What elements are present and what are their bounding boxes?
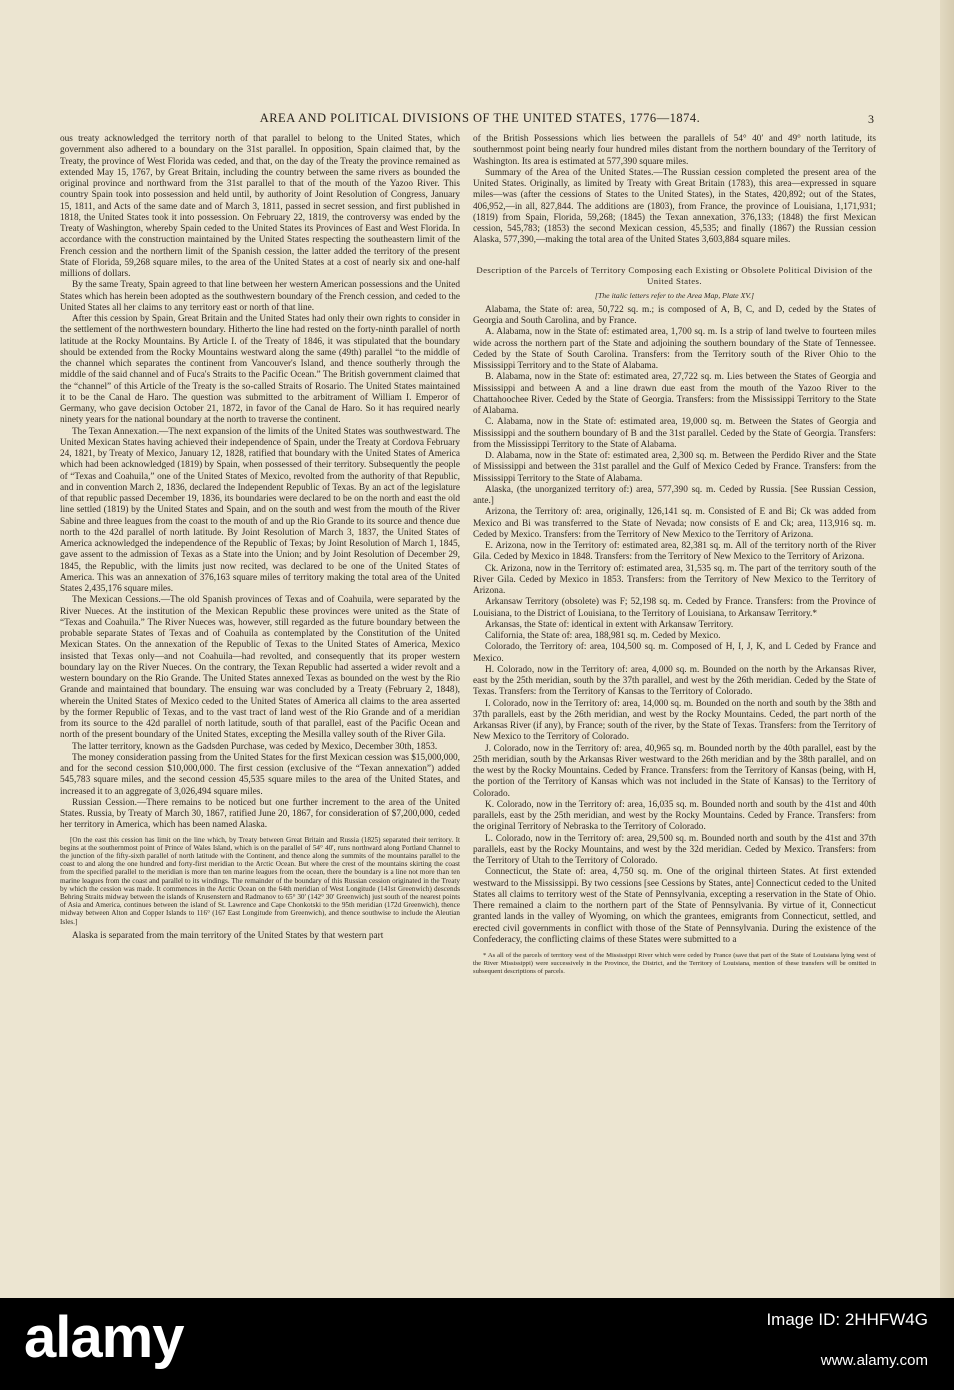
paragraph: ous treaty acknowledged the territory north of that parallel to belong to the United States, which government also adhered to a boundary on the 31st parallel. In opposition, Spain claimed that, by the Treaty, the province of West Florida was ceded, and that, on the day of the Treaty the province remained as extended May 15, 1767, by Great Britain, including the country between the same rivers as bounded the original province and northward from the 31st parallel to that of the mouth of the Yazoo River. This country Spain took into possession and held until, by authority of Joint Resolution of Congress, January 15, 1811, and Acts of the same date and of March 3, 1811, passed in secret session, and first published in 1818, the United States took it into possession. On February 22, 1819, the controversy was ended by the Treaty of Washington, whereby Spain ceded to the United States its Provinces of East and West Florida. In accordance with the construction maintained by the United States respecting the southeastern limit of the French cession and the northern limit of the Spanish cession, the latter added the territory of the present State of Florida, 59,268 square miles, to the area of the United States at a cost of nearly six and one-half millions of dollars. [60,134,460,279]
entry: Alabama, the State of: area, 50,722 sq. m.; is composed of A, B, C, and D, ceded by the States of Georgia and South Carolina, and by France. [473,304,876,326]
alamy-logo: alamy [24,1305,184,1370]
entry: H. Colorado, now in the Territory of: area, 4,000 sq. m. Bounded on the north by the Arkansas River, east by the 25th meridian, south by the 37th parallel, and west by the 26th meridian. Ceded by the State of Texas. Transfers: from the Territory of Kansas to the Territory of Colorado. [473,664,876,698]
paragraph: of the British Possessions which lies between the parallels of 54° 40′ and 49° north latitude, its southernmost point being nearly four hundred miles distant from the northern boundary of the Territory of Washington. Its area is estimated at 577,390 square miles. [473,134,876,167]
paragraph: By the same Treaty, Spain agreed to that line between her western American possessions and the United States which has herein been adopted as the southwestern boundary of the French cession, and ceded to the United States all her claims to any territory east or north of that line. [60,280,460,313]
entry: C. Alabama, now in the State of: estimated area, 19,000 sq. m. Between the States of Georgia and Mississippi and the southern boundary of B and the 31st parallel. Ceded by the State of Georgia. Transfers: from the Mississippi Territory to the State of Alabama. [473,417,876,450]
left-column [60,134,460,942]
entry: B. Alabama, now in the State of: estimated area, 27,722 sq. m. Lies between the States of Georgia and Mississippi and between A and a line drawn due east from the mouth of the Yazoo River to the Chattahoochee River. Ceded by the State of Georgia. Transfers: from the Mississippi Territory to the State of Alabama. [473,372,876,416]
paragraph: Alaska is separated from the main territory of the United States by that western part [72,930,384,941]
footnote: * As all of the parcels of territory west of the Mississippi River which were ceded by France (save that part of the State of Louisiana lying west of the River Mississippi) were successively in the Province, the District, and the Territory of Louisiana, mention of these transfers will be omitted in subsequent descriptions of parcels. [473,952,876,975]
entry: K. Colorado, now in the Territory of: area, 16,035 sq. m. Bounded north and south by the 41st and 40th parallels, east by the 25th meridian, and west by the Rocky Mountains. Ceded by France. Transfers: from the original Territory of Nebraska to the Territory of Colorado. [473,799,876,833]
paragraph: The money consideration passing from the United States for the first Mexican cession was $15,000,000, and for the second cession $10,000,000. The first cession (exclusive of the “Texan annexation”) added 545,783 square miles, and the second cession 45,535 square miles to the area of the United States, and increased it to an aggregate of 3,026,494 square miles. [60,752,460,797]
entry: I. Colorado, now in the Territory of: area, 14,000 sq. m. Bounded on the north and south by the 38th and 37th parallels, east by the 26th meridian, and west by the Rocky Mountains. Ceded, the part north of the Arkansas River (if any), by France; south of the river, by the State of Texas. Transfers: from the Territory of New Mexico to the Territory of Colorado. [473,698,876,743]
entry: A. Alabama, now in the State of: estimated area, 1,700 sq. m. Is a strip of land twelve to fourteen miles wide across the northern part of the State and adjoining the southern boundary of the State of Tennessee. Ceded by the State of South Carolina. Transfers: from the Territory south of the River Ohio to the Mississippi Territory and to the State of Alabama. [473,327,876,371]
paragraph: The Texan Annexation.—The next expansion of the limits of the United States was southwestward. The United Mexican States having achieved their independence of Spain, under the Treaty at Cordova February 24, 1821, by Treaty of Mexico, January 12, 1828, ratified that boundary with the United States of America which had been acknowledged (1819) by Spain, when possessed of their territory. Subsequently the people of “Texas and Coahuila,” one of the United States of Mexico, revolted from the authority of that Republic, and in convention March 2, 1836, declared the Independent Republic of Texas. By an act of the legislature of that republic passed December 19, 1836, its boundaries were declared to be on the north and east the old line settled (1819) by the United States and Spain, and on the south and west from the mouth of the River Sabine and three leagues from the coast to the mouth of and up the Rio Grande to its source and thence due north to the 42d parallel of north latitude. By Joint Resolution of March 3, 1837, the United States of America acknowledged the independence of the Republic of Texas; by Joint Resolution of March 1, 1845, gave assent to the admission of Texas as a State into the Union; and by Joint Resolution of December 29, 1845, the Republic, with the limits just now recited, was declared to be one of the United States of America. This was an annexation of 376,163 square miles of territory making the total area of the United States 2,435,176 square miles. [60,426,460,594]
entry: Ck. Arizona, now in the Territory of: estimated area, 31,535 sq. m. The part of the territory south of the River Gila. Ceded by Mexico in 1853. Transfers: from the Territory of New Mexico to the Territory of Arizona. [473,563,876,596]
section-title: Description of the Parcels of Territory Composing each Existing or Obsolete Political Division of the United States. [476,264,873,286]
running-head: AREA AND POLITICAL DIVISIONS OF THE UNITED STATES, 1776—1874. [259,111,701,125]
bracketed-note: [On the east this cession has limit on the line which, by Treaty between Great Britain and Russia (1825) separated their territory. It begins at the southernmost point of Prince of Wales Island, which is on the parallel of 54° 40′, runs northward along Portland Channel to the junction of the fifty-sixth parallel of north latitude with the Continent, and thence along the summits of the mountains parallel to the coast to and along the one hundred and forty-first meridian to the Arctic Ocean. But where the crest of the mountains skirting the coast from the specified parallel to the meridian is more than ten marine leagues from the ocean, there the boundary is a line not more than ten marine leagues from the coast and parallel to its windings. The remainder of the boundary of this Russian cession originated in the Treaty by which the cession was made. It commences in the Arctic Ocean on the 64th meridian of West Longitude (141st Greenwich) descends Behring Straits midway between the islands of Krusenstern and Radmanov to 65° 30′ (142° 30′ Greenwich) just south of the nearest points of Asia and America, continues between the island of St. Lawrence and Cape Chonkotski to the 95th meridian (172d Greenwich), thence midway between Alton and Copper Islands to 116° (167 East Longitude from Greenwich), and thence southwise to include the Aleutian Isles.] [60,835,460,926]
page-edge [940,0,954,1298]
entry: Arkansas, the State of: identical in extent with Arkansaw Territory. [485,619,734,630]
right-column [473,134,876,976]
page-number: 3 [868,112,874,126]
paragraph: Russian Cession.—There remains to be noticed but one further increment to the area of the United States. Russia, by Treaty of March 30, 1867, ratified June 20, 1867, for consideration of $7,200,000, ceded her territory in America, which has been named Alaska. [60,797,460,831]
entry: E. Arizona, now in the Territory of: estimated area, 82,381 sq. m. All of the territory north of the River Gila. Ceded by Mexico in 1848. Transfers: from the Territory of New Mexico to the Territory of Arizona. [473,541,876,563]
paragraph: The Mexican Cessions.—The old Spanish provinces of Texas and of Coahuila, were separated by the River Nueces. At the institution of the Mexican Republic these provinces were united as the State of “Texas and Coahuila.” The River Nueces was, however, still regarded as the future boundary between the probable separate States of Texas and of Coahuila as contemplated by the Constitution of the United Mexican States. On the annexation of the Republic of Texas to the United States of America, Mexico insisted that Texas only—and not Coahuila—had revolted, and consequently that its proper western boundary lay on the River Nueces. On the contrary, the Texan Republic had asserted a wider revolt and a western boundary on the Rio Grande. The United States annexed Texas as bounded on the west by the Rio Grande and maintained that boundary. The ensuing war was concluded by a Treaty (February 2, 1848), wherein the United States of Mexico ceded to the United States of America all claims to the area asserted by the former Republic of Texas, and to the vast tract of land west of the Rio Grande and of a meridian from its source to the 42d parallel of north latitude, south of that parallel, east of the Pacific Ocean and north of the present boundary of the United States, excepting the Mesilla valley south of the River Gila. [60,595,460,741]
entry: Connecticut, the State of: area, 4,750 sq. m. One of the original thirteen States. At first extended westward to the Mississippi. By two cessions [see Cessions by States, ante] Connecticut ceded to the United States all claims to territory west of the State of Pennsylvania, excepting a reservation in the State of Ohio. There remained a claim to the northern part of the State of Pennsylvania. By virtue of it, Connecticut granted lands in the valley of Wyoming, on which the grantees, emigrants from Connecticut, settled, and erected civil governments in conflict with those of the State of Pennsylvania. During the existence of the Confederacy, the conflicting claims of these States were submitted to a [473,867,876,945]
section-note: [The italic letters refer to the Area Map, Plate XV.] [594,290,755,300]
paragraph: Summary of the Area of the United States.—The Russian cession completed the present area of the United States. Originally, as limited by Treaty with Great Britain (1783), this area—expressed in square miles—was (after the cessions of States to the United States), in the States, 420,892; out of the States, 406,952,—in all, 827,844. The additions are (1803), from France, the province of Louisiana, 1,171,931; (1819) from Spain, Florida, 59,268; (1845) the Texan annexation, 376,133; (1848) the first Mexican cession, 545,783; (1853) the second Mexican cession, 45,535; and finally (1867) the Russian cession Alaska, 577,390,—making the total area of the United States 3,603,884 square miles. [473,167,876,246]
stock-url: www.alamy.com [820,1352,928,1369]
entry: J. Colorado, now in the Territory of: area, 40,965 sq. m. Bounded north by the 40th parallel, east by the 25th meridian, south by the Arkansas River westward to the 26th meridian and by the 38th parallel, and on the west by the Rocky Mountains. Ceded by France. Transfers: from the Territory of Kansas (being, with H, the portion of the Territory of Kansas which was not included in the State of Kansas) to the Territory of Colorado. [473,743,876,799]
entry: D. Alabama, now in the State of: estimated area, 2,300 sq. m. Between the Perdido River and the State of Mississippi and between the 31st parallel and the Gulf of Mexico Ceded by France. Transfers: from the Mississippi Territory to the State of Alabama. [473,451,876,484]
entry: Alaska, (the unorganized territory of:) area, 577,390 sq. m. Ceded by Russia. [See Russian Cession, ante.] [473,484,876,506]
image-id-label: Image ID: 2HHFW4G [766,1310,928,1329]
paragraph: The latter territory, known as the Gadsden Purchase, was ceded by Mexico, December 30th, 1853. [72,741,438,752]
entry: Colorado, the Territory of: area, 104,500 sq. m. Composed of H, I, J, K, and L Ceded by France and Mexico. [473,642,876,664]
entry: Arizona, the Territory of: area, originally, 126,141 sq. m. Consisted of E and Bi; Ck was added from Mexico and Bi was transferred to the State of Nevada; now consists of E and Ck; area, 113,916 sq. m. Ceded by Mexico. Transfers: from the Territory of New Mexico to the Territory of Arizona. [473,507,876,540]
paragraph: After this cession by Spain, Great Britain and the United States had only their own rights to consider in the settlement of the northwestern boundary. Hitherto the line had rested on the forty-ninth parallel of north latitude at the Rocky Mountains. By Article I. of the Treaty of 1846, it was stipulated that the boundary should be extended from the Rocky Mountains westward along the same (49th) parallel “to the middle of the channel which separates the continent from Vancouver's Island, and thence southerly through the middle of the said channel and of Fuca's Straits to the Pacific Ocean.” The British government claimed that the “channel” of this Article of the Treaty is the so-called Straits of Rosario. The United States maintained it to be the Canal de Haro. The question was submitted to the arbitrament of William I. Emperor of Germany, who gave decision October 21, 1872, in favor of the Canal de Haro. So it has required nearly ninety years for the national boundary at the north to traverse the continent. [60,314,460,426]
entry: Arkansaw Territory (obsolete) was F; 52,198 sq. m. Ceded by France. Transfers: from the Province of Louisiana, to the District of Louisiana, to the Territory of Louisiana, to Arkansaw Territory.* [473,597,876,619]
entry: California, the State of: area, 188,981 sq. m. Ceded by Mexico. [485,631,721,641]
entry: L. Colorado, now in the Territory of: area, 29,500 sq. m. Bounded north and south by the 41st and 37th parallels, east by the Rocky Mountains, and west by the 32d meridian. Ceded by Mexico. Transfers: from the Territory of Utah to the Territory of Colorado. [473,833,876,866]
